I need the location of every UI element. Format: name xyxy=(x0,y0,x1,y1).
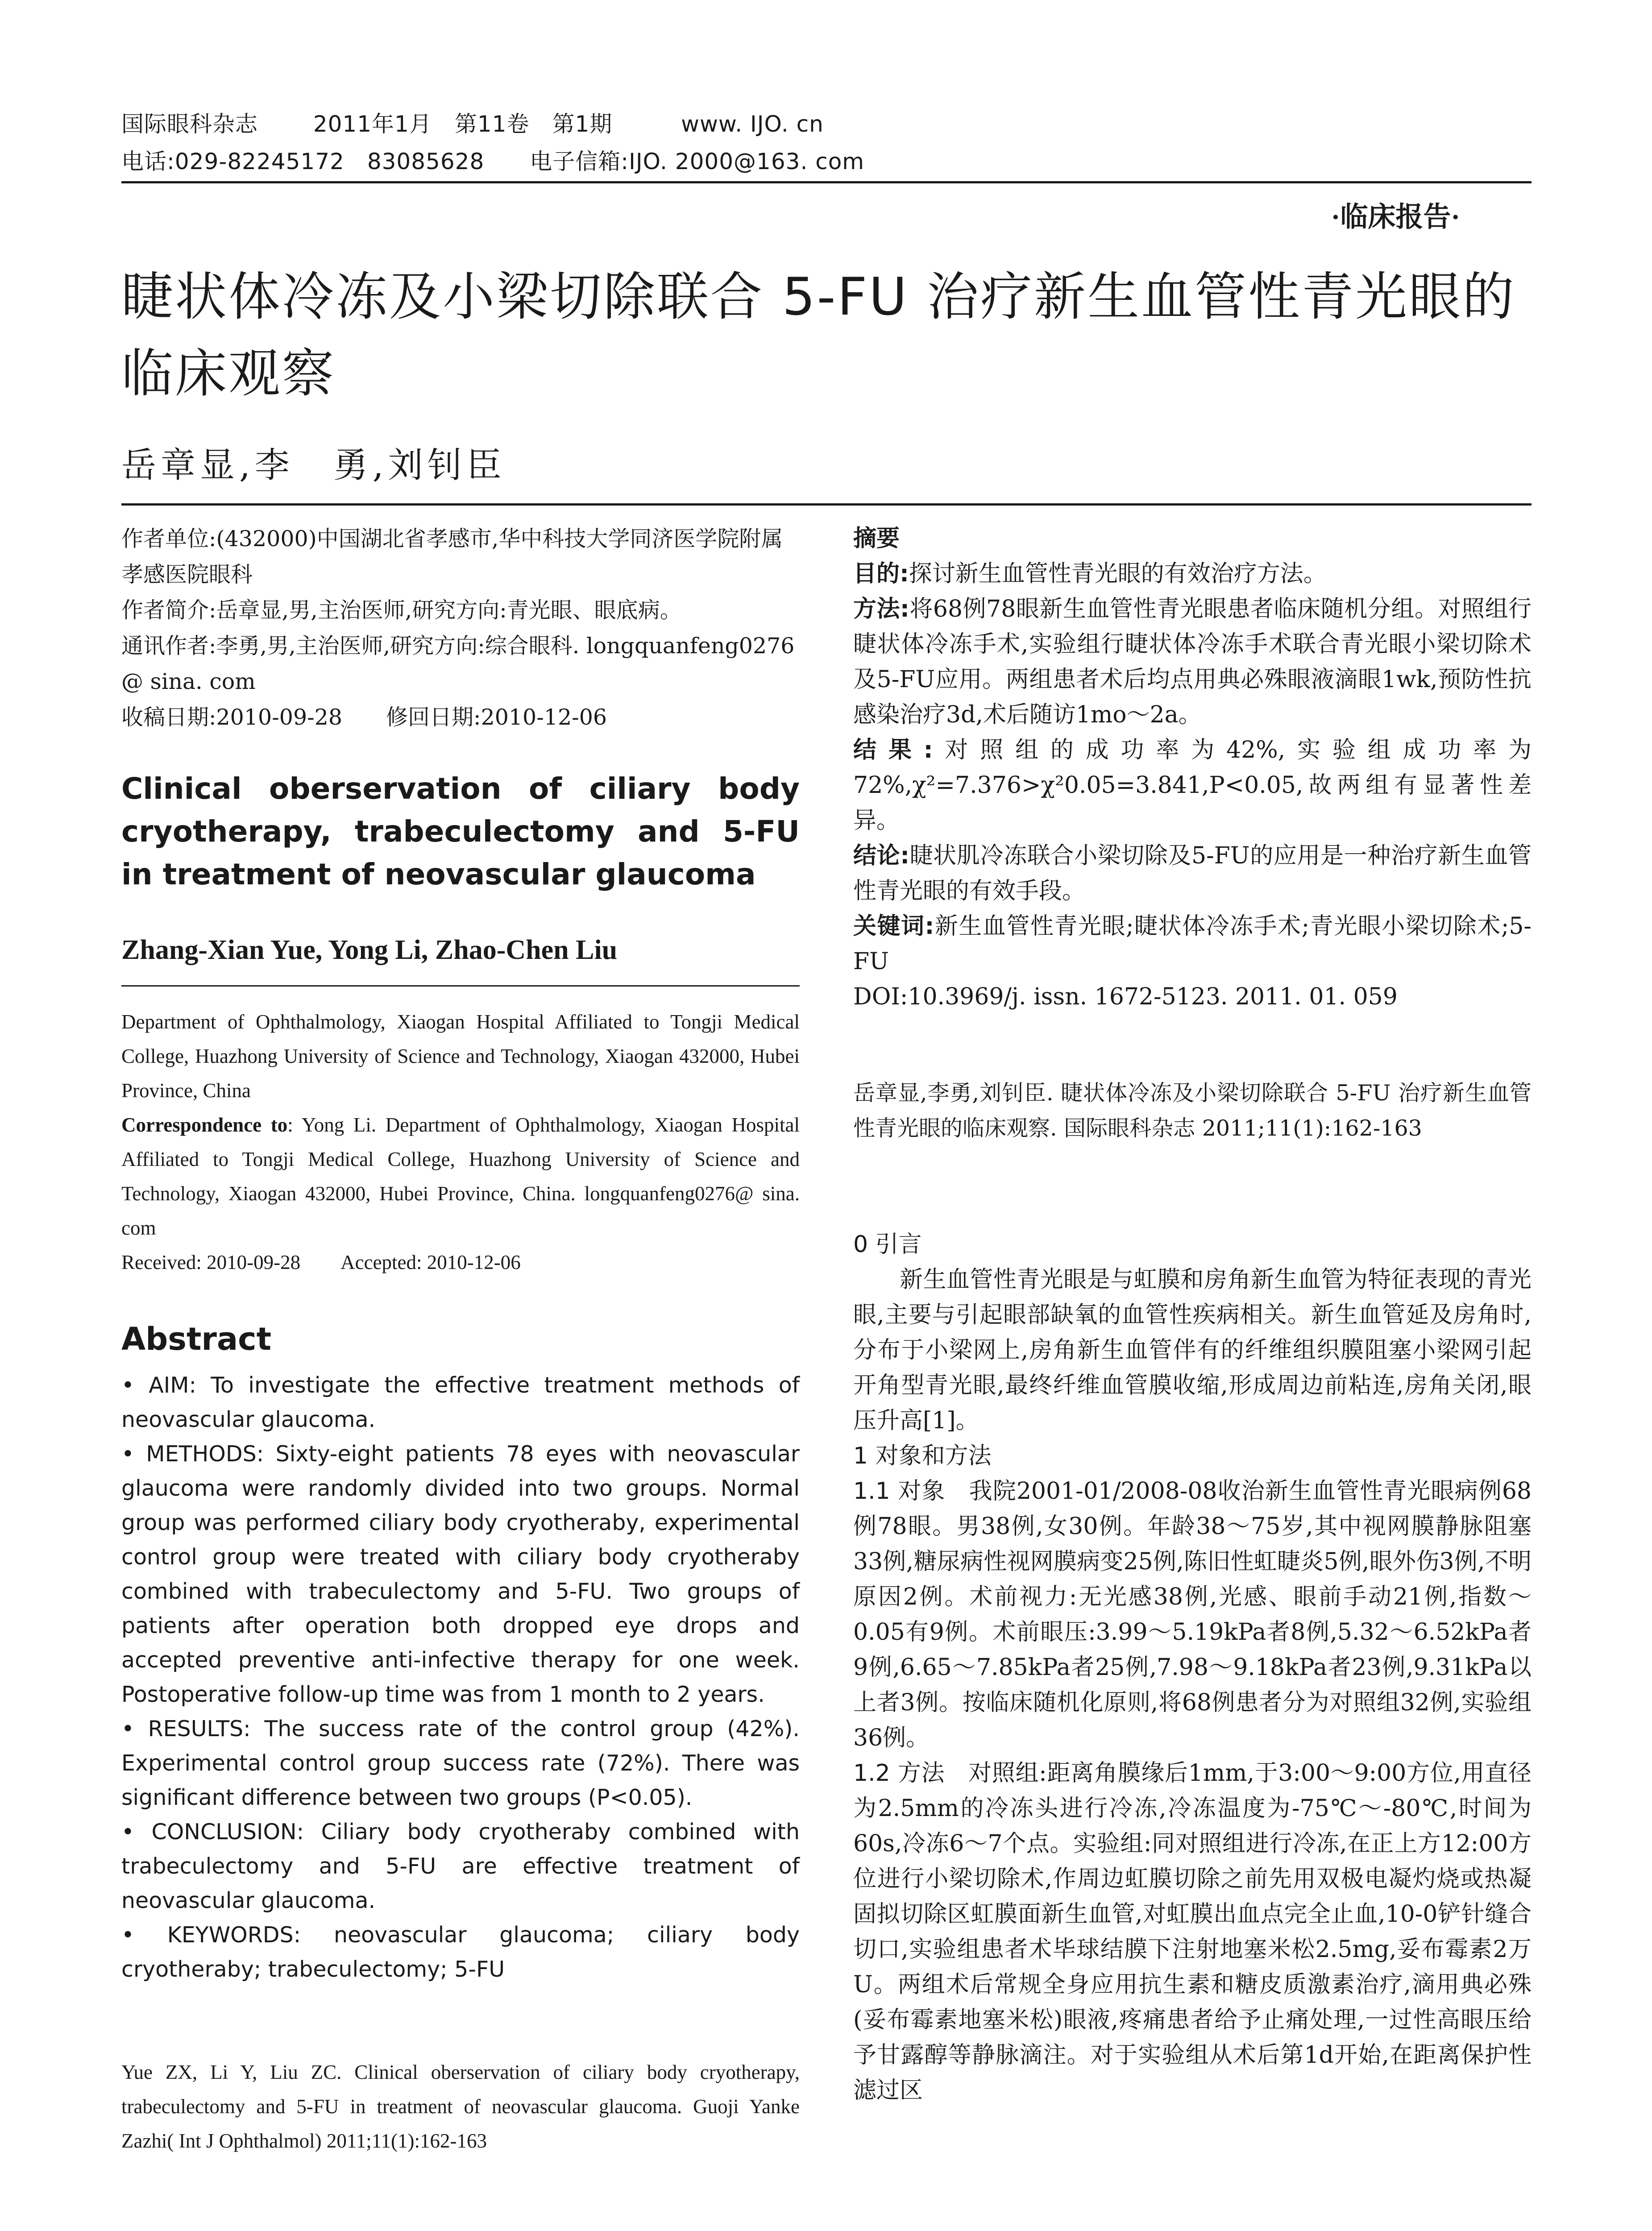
authors-en: Zhang-Xian Yue, Yong Li, Zhao-Chen Liu xyxy=(121,935,618,965)
abstract-keywords: • KEYWORDS: neovascular glaucoma; ciliary body cryotheraby; trabeculectomy; 5-FU xyxy=(121,1922,800,1982)
title-rule xyxy=(121,503,1532,506)
authors-cn: 岳章显,李 勇,刘钊臣 xyxy=(121,445,506,485)
conclusion-text: 睫状肌冷冻联合小梁切除及5-FU的应用是一种治疗新生血管性青光眼的有效手段。 xyxy=(853,842,1532,904)
journal-issue: 2011年1月 第11卷 第1期 xyxy=(313,111,613,137)
page-title: 睫状体冷冻及小梁切除联合 5-FU 治疗新生血管性青光眼的临床观察 xyxy=(121,267,1516,404)
correspondence-label: Correspondence to xyxy=(121,1114,288,1136)
abstract-heading: Abstract xyxy=(121,1321,272,1357)
section-1-2-label: 1.2 方法 xyxy=(853,1760,945,1787)
abstract-cn-keywords xyxy=(853,909,1532,979)
abstract-cn xyxy=(853,521,1532,1015)
author-intro: 作者简介:岳章显,男,主治医师,研究方向:青光眼、眼底病。 xyxy=(121,597,682,623)
header-rule xyxy=(121,181,1532,183)
aim-label: 目的: xyxy=(853,560,909,587)
correspondence-text: : Yong Li. Department of Ophthalmology, Xiaogan Hospital Affiliated to Tongji Medical College, Huazhong University of Science and Technology, Xiaogan 432000, Hubei Province, China. longquanfeng0276@ sina. com xyxy=(121,1114,800,1239)
journal-url: www. IJO. cn xyxy=(681,111,824,137)
abstract-en xyxy=(121,1368,800,1986)
abstract-cn-results xyxy=(853,733,1532,838)
aim-text: 探讨新生血管性青光眼的有效治疗方法。 xyxy=(909,560,1327,587)
section-1-1-text: 我院2001-01/2008-08收治新生血管性青光眼病例68例78眼。男38例,女30例。年龄38～75岁,其中视网膜静脉阻塞33例,糖尿病性视网膜病变25例,陈旧性虹睫炎5例,眼外伤3例,不明原因2例。术前视力:无光感38例,光感、眼前手动21例,指数～0.05有9例。术前眼压:3.99～5.19kPa者8例,5.32～6.52kPa者9例,6.65～7.85kPa者25例,7.98～9.18kPa者23例,9.31kPa以上者3例。按临床随机化原则,将68例患者分为对照组32例,实验组36例。 xyxy=(853,1478,1532,1751)
correspondence xyxy=(121,1108,800,1245)
results-text: 对照组的成功率为42%,实验组成功率为72%,χ²=7.376>χ²0.05=3.841,P<0.05,故两组有显著性差异。 xyxy=(853,737,1532,834)
journal-name: 国际眼科杂志 xyxy=(121,111,258,137)
abstract-results: • RESULTS: The success rate of the control group (42%). Experimental control group success rate (72%). There was significant difference between two groups (P<0.05). xyxy=(121,1716,800,1810)
abstract-cn-heading: 摘要 xyxy=(853,525,900,552)
intro-paragraph: 新生血管性青光眼是与虹膜和房角新生血管为特征表现的青光眼,主要与引起眼部缺氧的血管性疾病相关。新生血管延及房角时,分布于小梁网上,房角新生血管伴有的纤维组织膜阻塞小梁网引起开角型青光眼,最终纤维血管膜收缩,形成周边前粘连,房角关闭,眼压升高[1]。 xyxy=(853,1266,1532,1434)
methods-heading: 1 对象和方法 xyxy=(853,1443,992,1469)
received-en: Received: 2010-09-28 Accepted: 2010-12-06 xyxy=(121,1251,521,1273)
abstract-cn-aim xyxy=(853,556,1532,592)
section-1-1-label: 1.1 对象 xyxy=(853,1478,946,1505)
results-label: 结果: xyxy=(853,737,933,763)
received-date: 收稿日期:2010-09-28 修回日期:2010-12-06 xyxy=(121,705,607,730)
keywords-label: 关键词: xyxy=(853,913,934,940)
title-en: Clinical oberservation of ciliary body cryotherapy, trabeculectomy and 5-FU in treatment of neovascular glaucoma xyxy=(121,771,800,892)
abstract-cn-methods xyxy=(853,592,1532,733)
affiliation-text: Department of Ophthalmology, Xiaogan Hospital Affiliated to Tongji Medical College, Huazhong University of Science and Technology, Xiaogan 432000, Hubei Province, China xyxy=(121,1011,800,1102)
citation-en: Yue ZX, Li Y, Liu ZC. Clinical oberservation of ciliary body cryotherapy, trabeculectomy and 5-FU in treatment of neovascular glaucoma. Guoji Yanke Zazhi( Int J Ophthalmol) 2011;11(1):162-163 xyxy=(121,2061,800,2152)
intro-heading: 0 引言 xyxy=(853,1231,922,1258)
section-1-2 xyxy=(853,1756,1532,2108)
section-tag: ·临床报告· xyxy=(1331,202,1460,232)
conclusion-label: 结论: xyxy=(853,842,910,869)
abstract-conclusion: • CONCLUSION: Ciliary body cryotheraby combined with trabeculectomy and 5-FU are effective treatment of neovascular glaucoma. xyxy=(121,1819,800,1913)
section-1-2-text: 对照组:距离角膜缘后1mm,于3:00～9:00方位,用直径为2.5mm的冷冻头进行冷冻,冷冻温度为-75℃～-80℃,时间为60s,冷冻6～7个点。实验组:同对照组进行冷冻,在正上方12:00方位进行小梁切除术,作周边虹膜切除之前先用双极电凝灼烧或热凝固拟切除区虹膜面新生血管,对虹膜出血点完全止血,10-0铲针缝合切口,实验组患者术毕球结膜下注射地塞米松2.5mg,妥布霉素2万U。两组术后常规全身应用抗生素和糖皮质激素治疗,滴用典必殊(妥布霉素地塞米松)眼液,疼痛患者给予止痛处理,一过性高眼压给予甘露醇等静脉滴注。对于实验组从术后第1d开始,在距离保护性滤过区 xyxy=(853,1760,1532,2104)
author-info-cn xyxy=(121,521,800,735)
keywords-text: 新生血管性青光眼;睫状体冷冻手术;青光眼小梁切除术;5-FU xyxy=(853,913,1532,975)
abstract-aim: • AIM: To investigate the effective treatment methods of neovascular glaucoma. xyxy=(121,1373,800,1432)
journal-header-line1 xyxy=(121,106,824,138)
doi: DOI:10.3969/j. issn. 1672-5123. 2011. 01. 059 xyxy=(853,983,1398,1010)
journal-header-line2: 电话:029-82245172 83085628 电子信箱:IJO. 2000@163. com xyxy=(121,149,865,174)
authors-rule xyxy=(121,985,800,987)
body-text xyxy=(853,1227,1532,2108)
section-1-1 xyxy=(853,1474,1532,1756)
methods-label: 方法: xyxy=(853,596,909,622)
citation-cn: 岳章显,李勇,刘钊臣. 睫状体冷冻及小梁切除联合 5-FU 治疗新生血管性青光眼的临床观察. 国际眼科杂志 2011;11(1):162-163 xyxy=(853,1080,1532,1141)
corresponding-author: 通讯作者:李勇,男,主治医师,研究方向:综合眼科. longquanfeng0276@ sina. com xyxy=(121,633,795,694)
affiliation-en xyxy=(121,1005,800,1280)
author-unit: 作者单位:(432000)中国湖北省孝感市,华中科技大学同济医学院附属孝感医院眼科 xyxy=(121,526,783,587)
methods-text: 将68例78眼新生血管性青光眼患者临床随机分组。对照组行睫状体冷冻手术,实验组行睫状体冷冻手术联合青光眼小梁切除术及5-FU应用。两组患者术后均点用典必殊眼液滴眼1wk,预防性抗感染治疗3d,术后随访1mo～2a。 xyxy=(853,596,1532,728)
abstract-methods: • METHODS: Sixty-eight patients 78 eyes with neovascular glaucoma were randomly divided into two groups. Normal group was performed ciliary body cryotheraby, experimental control group were treated with ciliary body cryotheraby combined with trabeculectomy and 5-FU. Two groups of patients after operation both dropped eye drops and accepted preventive anti-infective therapy for one week. Postoperative follow-up time was from 1 month to 2 years. xyxy=(121,1441,800,1707)
abstract-cn-conclusion xyxy=(853,838,1532,909)
